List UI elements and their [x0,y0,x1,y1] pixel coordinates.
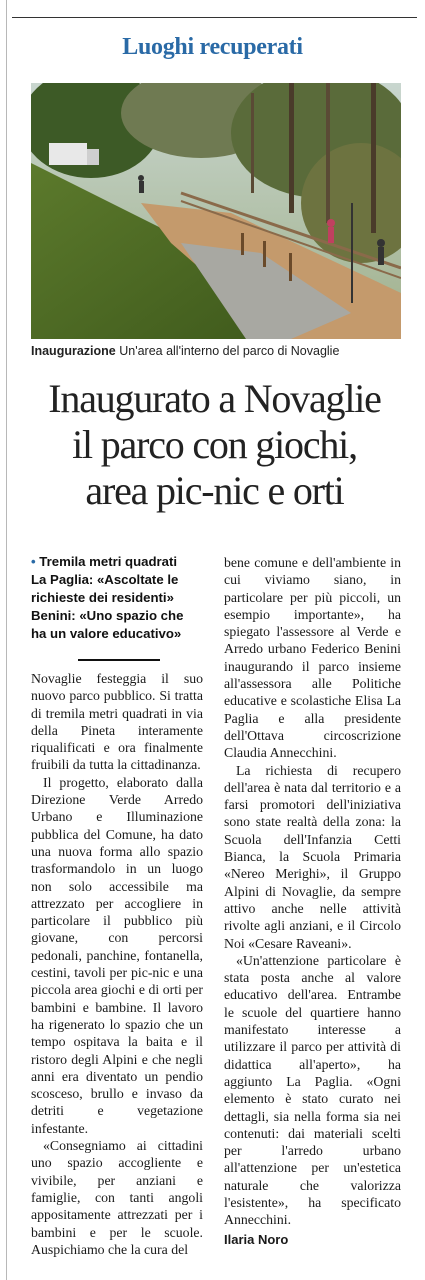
park-photo [31,83,401,339]
headline-line: Inaugurato a Novaglie [48,376,381,421]
caption-label: Inaugurazione [31,344,116,358]
subhead-text: La Paglia: «Ascoltate le richieste dei residenti» [31,572,179,605]
subheadline [31,553,201,643]
article-column-1 [31,670,203,1258]
article-paragraph: «Un'attenzione particolare è stata posta anche al valore educativo dell'area. Entrambe le scuole del quartiere hanno manifestato interesse a utilizzare il parco per attività di didattica all'aperto», ha aggiunto La Paglia. «Ogni elemento è stato curato nei dettagli, sia nella forma sia nei contenuti: dai materiali scelti per l'arredo urbano all'attenzione per un'estetica naturale che valorizza l'esistente», ha specificato Annecchini. [224,952,401,1228]
article-paragraph: Il progetto, elaborato dalla Direzione Verde Arredo Urbano e Illuminazione pubblica del Comune, ha dato una nuova forma allo spazio trasformandolo in un luogo non solo accessibile ma attrezzato per accogliere in particolare il pubblico più giovane, con percorsi pedonali, panchine, fontanella, cestini, tavoli per pic-nic e una piccola area giochi e di orti per bambini e bambine. Il lavoro ha rigenerato lo spazio che un tempo ospitava la baita e il ristoro degli Alpini e che negli anni era diventato un pendio scosceso, brullo e invaso da detriti e vegetazione infestante. [31,774,203,1136]
article-paragraph: Novaglie festeggia il suo nuovo parco pubblico. Si tratta di tremila metri quadrati in via della Pineta interamente riqualificati e ora finalmente fruibili da tutta la cittadinanza. [31,671,203,773]
divider [78,659,160,661]
top-rule [12,17,417,18]
article-paragraph: La richiesta di recupero dell'area è nata dal territorio e a farsi promotori dell'iniziativa sono state realtà della zona: la Scuola dell'Infanzia Cetti Bianca, la Scuola Primaria «Nereo Merighi», il Gruppo Alpini di Novaglie, da sempre attivo anche nelle attività rivolte agli anziani, e il Circolo Noi «Cesare Raveani». [224,762,401,951]
subhead-text: Benini: «Uno spazio che ha un valore educativo» [31,608,184,641]
headline-line: area pic-nic e orti [85,468,344,513]
headline-line: il parco con giochi, [72,422,357,467]
article-column-2 [224,554,401,1248]
headline [14,376,415,514]
subhead-text: Tremila metri quadrati [39,554,178,569]
photo-caption [31,344,406,358]
article-paragraph: bene comune e dell'ambiente in cui viviamo siano, in particolare per più piccoli, un esempio importante», ha spiegato l'assessore al Verde e Arredo urbano Federico Benini inaugurando il parco insieme all'assessora alle Politiche educative e scolastiche Elisa La Paglia e alla presidente dell'Ottava circoscrizione Claudia Annecchini. [224,555,401,761]
park-photo-icon [31,83,401,339]
caption-text: Un'area all'interno del parco di Novaglie [119,344,340,358]
column-rule [6,0,7,1280]
section-title: Luoghi recuperati [122,34,303,60]
author-byline: Ilaria Noro [224,1231,289,1247]
bullet-icon: • [31,554,36,569]
article-paragraph: «Consegniamo ai cittadini uno spazio accogliente e vivibile, per anziani e famiglie, con tanti angoli appositamente attrezzati per i bambini e per le scuole. Auspichiamo che la cura del [31,1138,203,1257]
